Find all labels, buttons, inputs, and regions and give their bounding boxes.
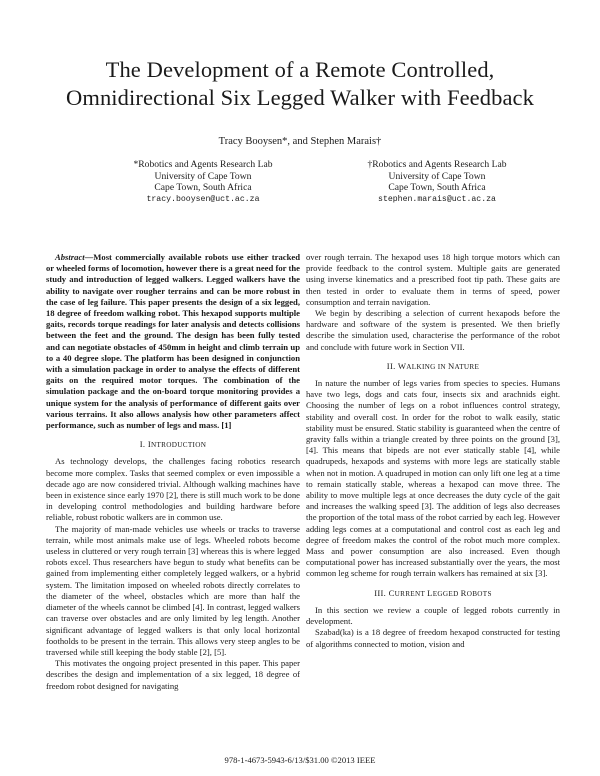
affiliation-university: University of Cape Town	[154, 170, 252, 182]
affiliation-university: University of Cape Town	[388, 170, 486, 182]
paragraph: Szabad(ka) is a 18 degree of freedom hexapod constructed for testing of algorithms connected to motion, vision and	[306, 627, 560, 649]
affiliation-lab: *Robotics and Agents Research Lab	[133, 159, 273, 170]
title-line-1: The Development of a Remote Controlled,	[105, 57, 495, 82]
affiliation-left	[98, 159, 308, 205]
affiliation-city: Cape Town, South Africa	[388, 182, 486, 193]
abstract	[46, 252, 300, 431]
section-heading-current-legged-robots: III. CURRENT LEGGED ROBOTS	[374, 587, 492, 598]
left-column	[46, 252, 300, 692]
copyright-footer: 978-1-4673-5943-6/13/$31.00 ©2013 IEEE	[224, 755, 376, 765]
affiliation-right	[332, 159, 542, 205]
affiliation-city: Cape Town, South Africa	[154, 182, 252, 193]
section-heading-walking-in-nature: II. WALKING IN NATURE	[386, 360, 480, 371]
paragraph: This motivates the ongoing project presented in this paper. This paper describes the design and implementation of a six legged, 18 degree of freedom robot designed for navigating	[46, 658, 300, 691]
section-heading-introduction: I. INTRODUCTION	[139, 439, 207, 450]
paragraph: We begin by describing a selection of current hexapods before the hardware and software of the system is presented. We then briefly describe the simulation used, characterise the performance of the robot and conclude with future work in Section VII.	[306, 308, 560, 352]
paragraph: As technology develops, the challenges facing robotics research become more complex. Tasks that seemed complex or even impossible a decade ago are now considered trivial. Although walking machines have been in existence since early 1970 [2], there is still much work to be done in developing control methodologies and building hardware before reliable, robust robotic walkers are in common use.	[46, 456, 300, 523]
abstract-label: Abstract	[55, 252, 85, 262]
affiliation-email[interactable]: tracy.booysen@uct.ac.za	[146, 194, 260, 204]
paragraph: In nature the number of legs varies from species to species. Humans have two legs, dogs and cats four, insects six and arachnids eight. Choosing the number of legs on a robot influences control strategy, stability and overall cost. In order for the robot to walk easily, static stability must be ensured. Static stability is guaranteed when the centre of gravity falls within a triangle created by three points on the ground [3], [4]. This means that bipeds are not ever statically stable [4], while quadrupeds, hexapods and systems with more legs are statically stable when not in motion. A quadruped in motion can only lift one leg at a time to remain statically stable, whereas a hexapod can move three. The ability to move multiple legs at once decreases the duty cycle of the gait and increases the walking speed [3]. The addition of legs also decreases the proportion of the total mass of the robot carried by each leg. However adding legs comes at a computational and control cost as each leg and degree of freedom makes the control of the robot much more complex. Mass and power consumption are also increased. Even though computational power has increased substantially over the years, the most common leg scheme for rough terrain walkers has remained at six [3].	[306, 378, 560, 579]
affiliation-lab: †Robotics and Agents Research Lab	[367, 159, 507, 170]
paragraph: In this section we review a couple of legged robots currently in development.	[306, 604, 560, 627]
paragraph: The majority of man-made vehicles use wheels or tracks to traverse terrain, while most animals make use of legs. Wheeled robots become useless in cluttered or very rough terrain [3] whereas this is where legged robots excel. Thus researchers have begun to study what benefits can be gained from implementing either completely legged walkers, or a hybrid system. The limitation imposed on wheeled robots directly correlates to the diameter of the wheel, obstacles which are more than half the diameter of the wheels cannot be climbed [4]. In contrast, legged walkers can traverse over obstacles and are only limited by leg length. Another significant advantage of legged walkers is that only local horizontal footholds to be present in the terrain. This allows very steep angles to be traversed while still keeping the body stable [2], [5].	[46, 523, 300, 657]
title-line-2: Omnidirectional Six Legged Walker with Feedback	[66, 85, 534, 110]
author-line: Tracy Booysen*, and Stephen Marais†	[218, 136, 382, 147]
right-column	[306, 252, 560, 650]
paper-title	[40, 56, 560, 112]
abstract-text: —Most commercially available robots use either tracked or wheeled forms of locomotion, however there is a great need for the study and introduction of legged walkers. Legged walkers have the ability to navigate over rougher terrains and can be more robust in the case of leg failure. This paper presents the design of a six legged, 18 degree of freedom walking robot. This hexapod supports multiple gaits, records torque readings for later analysis and detects collisions between the feet and the ground. The design has been fully tested and can negotiate obstacles of 450mm in height and climb terrain up to a 40 degree slope. The platform has been designed in conjunction with a simulation package in order to analyse the effects of different gaits on the required motor torques. The combination of the simulation package and the on-board torque monitoring provides a unique system for the analysis of performance of different gaits over various terrains. It also allows analysis how other parameters affect performance, such as number of legs and mass. [1]	[46, 252, 300, 431]
affiliation-email[interactable]: stephen.marais@uct.ac.za	[378, 194, 496, 204]
paragraph: over rough terrain. The hexapod uses 18 high torque motors which can provide feedback to the control system. Multiple gaits are generated using inverse kinematics and a prescribed foot tip path. These gaits are then tested in order to evaluate them in terms of speed, power consumption and terrain navigation.	[306, 252, 560, 307]
